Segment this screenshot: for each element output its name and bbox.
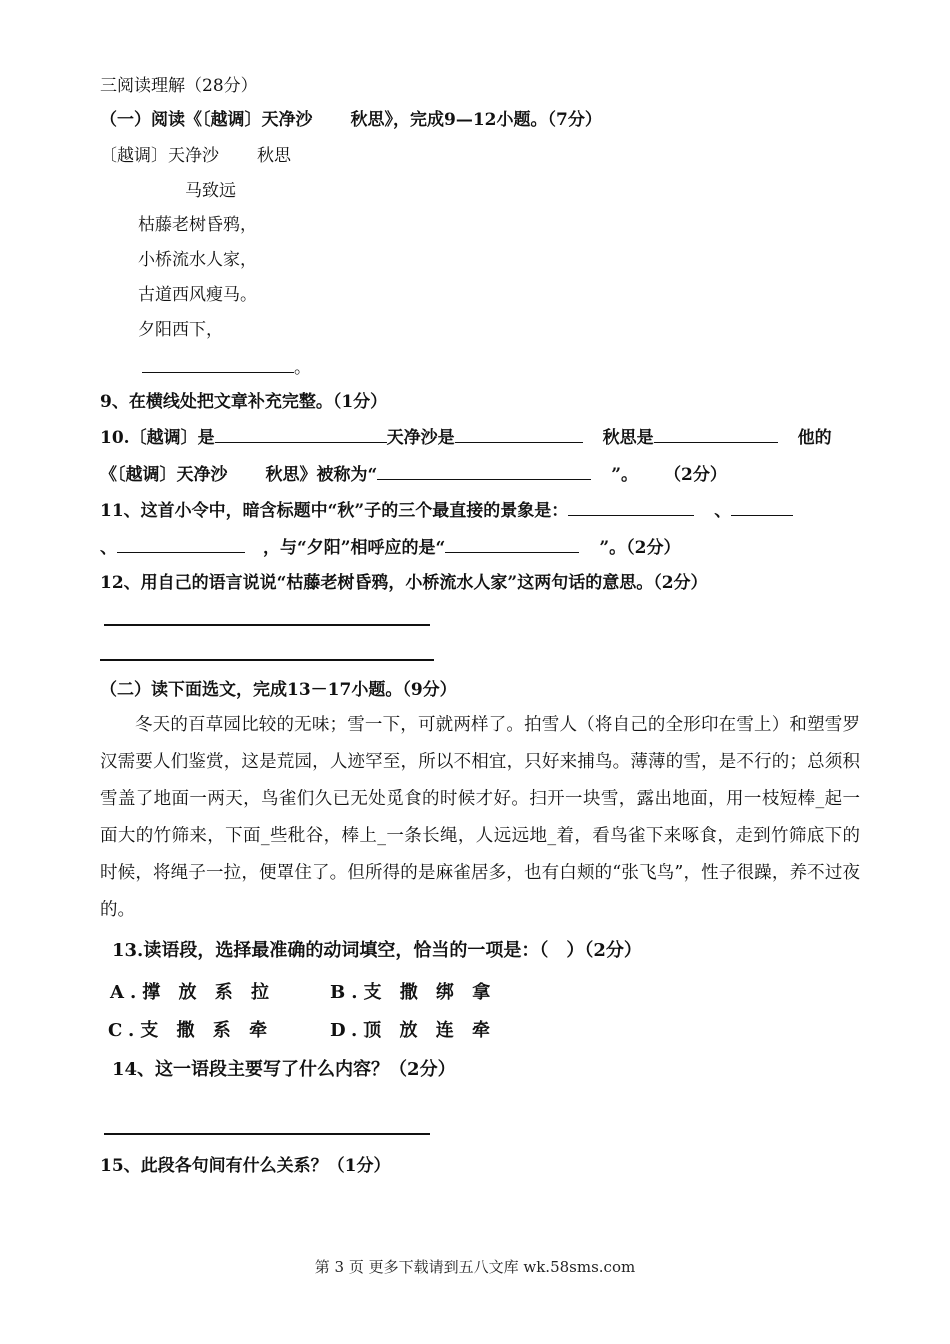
q10-blank-3[interactable] bbox=[654, 426, 778, 443]
question-9: 9、在横线处把文章补充完整。（1分） bbox=[100, 392, 388, 412]
question-10-line2: 《〔越调〕天净沙 秋思》被称为“ ”。 （2分） bbox=[100, 465, 727, 485]
question-13: 13.读语段，选择最准确的动词填空，恰当的一项是：（ ）（2分） bbox=[112, 940, 642, 961]
q10-blank-1[interactable] bbox=[215, 426, 387, 443]
q10-blank-4[interactable] bbox=[377, 463, 591, 480]
section-title: 三阅读理解（28分） bbox=[100, 76, 258, 96]
part1-heading: （一）阅读《〔越调〕天净沙 秋思》，完成9—12小题。（7分） bbox=[100, 110, 602, 130]
question-10-line1: 10.〔越调〕是 天净沙是 秋思是 他的 bbox=[100, 428, 832, 448]
option-a[interactable]: A.撑 放 系 拉 bbox=[110, 982, 276, 1003]
option-d[interactable]: D.顶 放 连 牵 bbox=[330, 1020, 497, 1041]
poem-blank-line[interactable]: 。 bbox=[142, 356, 311, 379]
answer-line-2[interactable] bbox=[100, 659, 434, 661]
question-11-line1: 11、这首小令中，暗含标题中“秋”子的三个最直接的景象是： 、 bbox=[100, 499, 793, 522]
q10-blank-2[interactable] bbox=[455, 426, 583, 443]
poem-line-2: 小桥流水人家， bbox=[138, 250, 257, 270]
page-footer: 第 3 页 更多下载请到五八文库 wk.58sms.com bbox=[314, 1258, 636, 1276]
question-14: 14、这一语段主要写了什么内容？（2分） bbox=[112, 1059, 456, 1080]
q11-blank-1[interactable] bbox=[568, 499, 694, 516]
passage: 冬天的百草园比较的无味；雪一下，可就两样了。拍雪人（将自己的全形印在雪上）和塑雪罗汉需要人们鉴赏，这是荒园，人迹罕至，所以不相宜，只好来捕鸟。薄薄的雪，是不行的；总须积雪盖了地面一两天，鸟雀们久已无处觅食的时候才好。扫开一块雪，露出地面，用一枝短棒_起一面大的竹筛来，下面_些秕谷，棒上_一条长绳，人远远地_着，看鸟雀下来啄食，走到竹筛底下的时候，将绳子一拉，便罩住了。但所得的是麻雀居多，也有白颊的“张飞鸟”，性子很躁，养不过夜的。 bbox=[100, 715, 860, 920]
q11-blank-2[interactable] bbox=[731, 499, 793, 516]
poem-line-1: 枯藤老树昏鸦， bbox=[138, 215, 257, 235]
part2-heading: （二）读下面选文，完成13－17小题。（9分） bbox=[100, 680, 457, 700]
option-b[interactable]: B.支 撒 绑 拿 bbox=[330, 982, 497, 1003]
poem-author: 马致远 bbox=[185, 181, 236, 201]
poem-line-4: 夕阳西下， bbox=[138, 320, 223, 340]
poem-line-3: 古道西风瘦马。 bbox=[138, 285, 257, 305]
question-15: 15、此段各句间有什么关系？（1分） bbox=[100, 1156, 391, 1176]
poem-title: 〔越调〕天净沙 秋思 bbox=[100, 146, 291, 166]
question-11-line2: 、 ，与“夕阳”相呼应的是“ ”。（2分） bbox=[100, 538, 681, 558]
q11-blank-4[interactable] bbox=[445, 536, 579, 553]
option-c[interactable]: C.支 撒 系 牵 bbox=[108, 1020, 274, 1041]
q11-blank-3[interactable] bbox=[117, 536, 245, 553]
answer-line-3[interactable] bbox=[104, 1133, 430, 1135]
question-12: 12、用自己的语言说说“枯藤老树昏鸦，小桥流水人家”这两句话的意思。（2分） bbox=[100, 573, 708, 593]
answer-line-1[interactable] bbox=[104, 624, 430, 626]
